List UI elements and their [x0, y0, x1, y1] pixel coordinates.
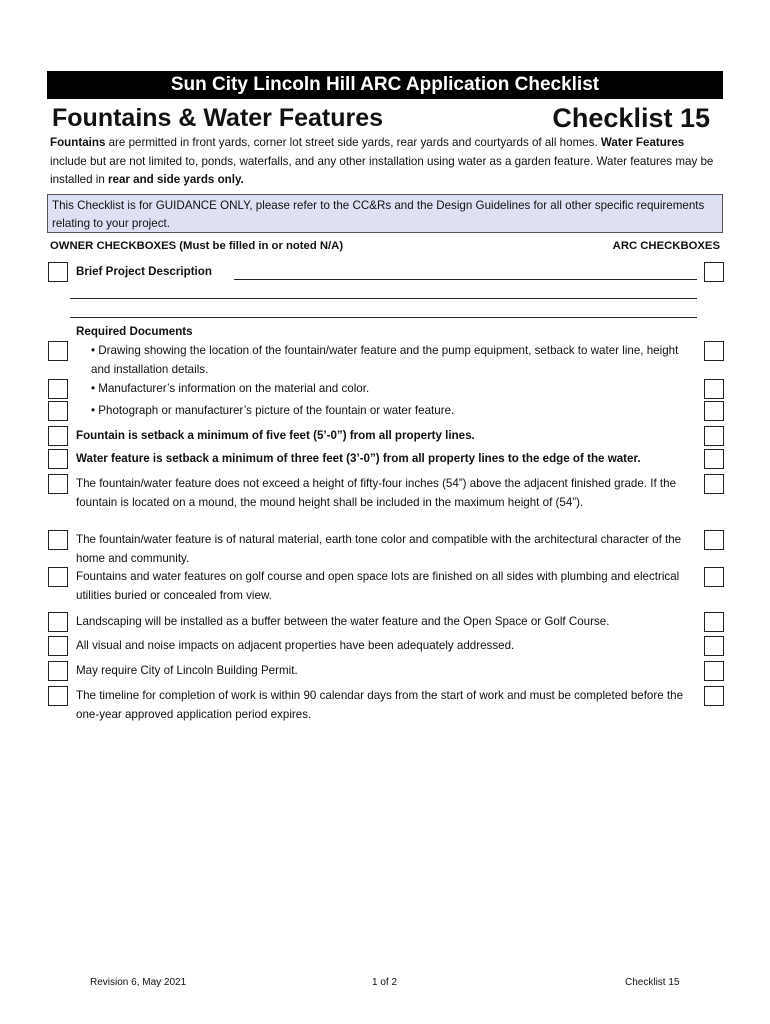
arc-checkbox-photograph[interactable]: [704, 401, 724, 421]
permit-requirement-text: May require City of Lincoln Building Permit.: [76, 664, 298, 677]
page-title: Fountains & Water Features: [52, 104, 384, 132]
owner-checkbox-fountain-setback[interactable]: [48, 426, 68, 446]
intro-water-features-text: include but are not limited to, ponds, waterfalls, and any other installation using water as a garden feature. Water features may be installed in: [50, 154, 714, 186]
owner-checkbox-timeline[interactable]: [48, 686, 68, 706]
arc-checkbox-material[interactable]: [704, 530, 724, 550]
footer-revision: Revision 6, May 2021: [90, 977, 187, 988]
intro-yard-restriction: rear and side yards only.: [108, 173, 244, 186]
brief-description-line-2[interactable]: [70, 298, 697, 299]
arc-checkbox-water-setback[interactable]: [704, 449, 724, 469]
required-doc-manufacturer-info: • Manufacturer’s information on the material and color.: [91, 382, 370, 395]
height-requirement-text: The fountain/water feature does not exceed a height of fifty-four inches (54”) above the adjacent finished grade. If the fountain is located on a mound, the mound height shall be included in the maximum height of (54”).: [76, 477, 677, 509]
guidance-note: This Checklist is for GUIDANCE ONLY, please refer to the CC&Rs and the Design Guidelines for all other specific requirements relating to your project.: [47, 194, 723, 233]
arc-checkbox-timeline[interactable]: [704, 686, 724, 706]
owner-checkbox-permit[interactable]: [48, 661, 68, 681]
arc-checkbox-impacts[interactable]: [704, 636, 724, 656]
fountain-setback-text: Fountain is setback a minimum of five feet (5’-0”) from all property lines.: [76, 429, 475, 442]
intro-paragraph: [50, 134, 722, 190]
owner-checkbox-golf-course[interactable]: [48, 567, 68, 587]
required-doc-drawing: • Drawing showing the location of the fountain/water feature and the pump equipment, setback to water line, height and installation details.: [91, 344, 679, 376]
owner-checkboxes-heading: OWNER CHECKBOXES (Must be filled in or noted N/A): [50, 240, 344, 252]
brief-description-label: Brief Project Description: [76, 265, 212, 278]
owner-checkbox-manufacturer-info[interactable]: [48, 379, 68, 399]
arc-checkbox-fountain-setback[interactable]: [704, 426, 724, 446]
owner-checkbox-material[interactable]: [48, 530, 68, 550]
arc-checkbox-golf-course[interactable]: [704, 567, 724, 587]
brief-description-line-1[interactable]: [234, 279, 697, 280]
landscaping-requirement-text: Landscaping will be installed as a buffer between the water feature and the Open Space or Golf Course.: [76, 615, 610, 628]
intro-fountains-text: are permitted in front yards, corner lot street side yards, rear yards and courtyards of all homes.: [105, 136, 601, 149]
intro-water-features-term: Water Features: [600, 136, 685, 149]
material-requirement-text: The fountain/water feature is of natural material, earth tone color and compatible with the architectural character of the home and community.: [76, 533, 682, 565]
brief-description-line-3[interactable]: [70, 317, 697, 318]
header-banner: Sun City Lincoln Hill ARC Application Checklist: [47, 71, 723, 99]
arc-checkbox-drawing[interactable]: [704, 341, 724, 361]
arc-checkbox-brief-description[interactable]: [704, 262, 724, 282]
required-documents-heading: Required Documents: [76, 325, 193, 338]
arc-checkbox-manufacturer-info[interactable]: [704, 379, 724, 399]
arc-checkboxes-heading: ARC CHECKBOXES: [612, 240, 720, 252]
owner-checkbox-drawing[interactable]: [48, 341, 68, 361]
owner-checkbox-height[interactable]: [48, 474, 68, 494]
owner-checkbox-landscaping[interactable]: [48, 612, 68, 632]
timeline-requirement-text: The timeline for completion of work is within 90 calendar days from the start of work and must be completed before the one-year approved application period expires.: [76, 689, 684, 721]
footer-checklist-number: Checklist 15: [625, 977, 680, 988]
arc-checkbox-landscaping[interactable]: [704, 612, 724, 632]
arc-checkbox-height[interactable]: [704, 474, 724, 494]
owner-checkbox-photograph[interactable]: [48, 401, 68, 421]
owner-checkbox-water-setback[interactable]: [48, 449, 68, 469]
owner-checkbox-impacts[interactable]: [48, 636, 68, 656]
required-doc-photograph: • Photograph or manufacturer’s picture of the fountain or water feature.: [91, 404, 455, 417]
arc-checkbox-permit[interactable]: [704, 661, 724, 681]
water-setback-text: Water feature is setback a minimum of three feet (3’-0”) from all property lines to the edge of the water.: [76, 452, 641, 465]
impacts-requirement-text: All visual and noise impacts on adjacent properties have been adequately addressed.: [76, 639, 515, 652]
golf-course-requirement-text: Fountains and water features on golf course and open space lots are finished on all sides with plumbing and electrical utilities buried or concealed from view.: [76, 570, 680, 602]
intro-fountains-term: Fountains: [50, 136, 106, 149]
checklist-number: Checklist 15: [552, 103, 710, 133]
owner-checkbox-brief-description[interactable]: [48, 262, 68, 282]
footer-page-number: 1 of 2: [372, 977, 398, 988]
